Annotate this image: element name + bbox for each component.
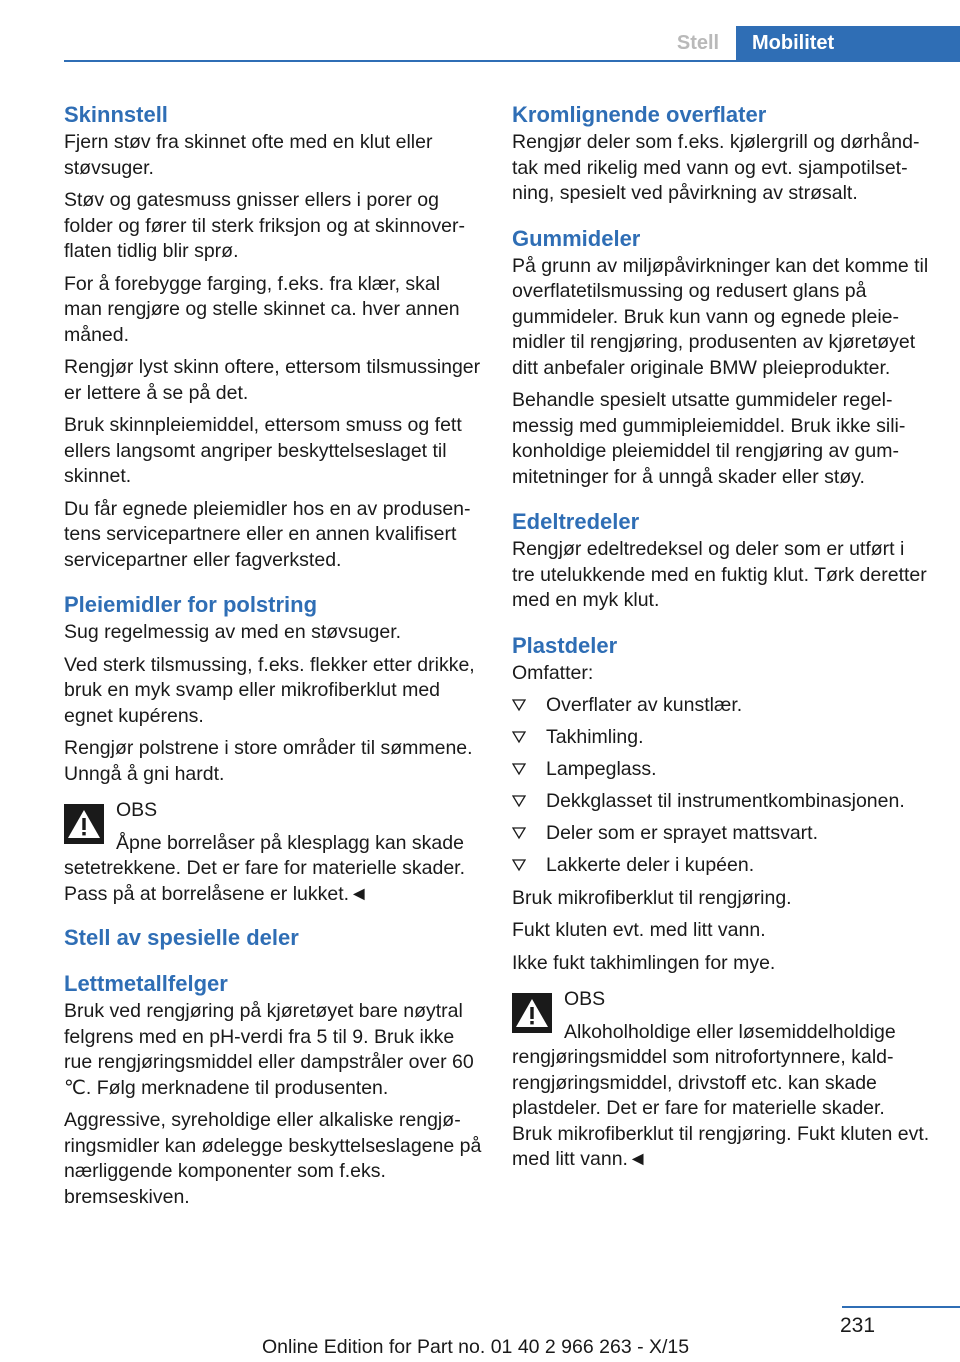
paragraph: Aggressive, syreholdige eller alkaliske rengjøringsmidler kan ødelegge beskyttelseslagene på nærliggende komponenter som f.eks. bremseskiven. bbox=[64, 1109, 482, 1208]
paragraph: Ved sterk tilsmussing, f.eks. flekker etter drikke, bruk en myk svamp eller mikrofiberklut med egnet kupérens. bbox=[64, 653, 475, 727]
heading-skinnstell: Skinnstell bbox=[64, 102, 168, 127]
triangle-bullet-icon bbox=[512, 858, 526, 872]
page-number: 231 bbox=[840, 1314, 876, 1337]
list-item-text: Deler som er sprayet mattsvart. bbox=[546, 822, 818, 844]
paragraph: Støv og gatesmuss gnisser ellers i porer og folder og fører til sterk friksjon og at skinnoverflaten tidlig blir sprø. bbox=[64, 189, 465, 262]
paragraph: Behandle spesielt utsatte gummideler regelmessig med gummipleiemiddel. Bruk ikke silikonholdige pleiemiddel til rengjøring av gummitetninger for å unngå skader eller støy. bbox=[512, 389, 906, 488]
list-item bbox=[512, 757, 930, 783]
warning-title: OBS bbox=[116, 799, 158, 821]
paragraph: For å forebygge farging, f.eks. fra klær, skal man rengjøre og stelle skinnet ca. hver annen måned. bbox=[64, 272, 460, 346]
warning-triangle-icon bbox=[64, 804, 104, 844]
warning-text bbox=[64, 831, 482, 908]
paragraph: Ikke fukt takhimlingen for mye. bbox=[512, 951, 776, 974]
triangle-bullet-icon bbox=[512, 730, 526, 744]
warning-text-rest: setetrekkene. Det er fare for materielle skader. Pass på at borrelåsene er lukket.◄ bbox=[64, 857, 466, 905]
list-intro: Omfatter: bbox=[512, 661, 594, 684]
list-item-text: Dekkglasset til instrumentkombinasjonen. bbox=[546, 790, 905, 812]
warning-text-first: Åpne borrelåser på klesplagg kan skade bbox=[116, 831, 464, 854]
paragraph: Rengjør deler som f.eks. kjølergrill og dørhåndtak med rikelig med vann og evt. sjampotilsetning, spesielt ved påvirkning av strøsalt. bbox=[512, 131, 920, 204]
heading-pleiemidler: Pleiemidler for polstring bbox=[64, 592, 318, 617]
list-item-text: Overflater av kunstlær. bbox=[546, 694, 743, 716]
paragraph: Sug regelmessig av med en støvsuger. bbox=[64, 621, 402, 643]
tab-mobilitet[interactable]: Mobilitet bbox=[736, 26, 960, 60]
list-item bbox=[512, 821, 930, 847]
heading-plastdeler: Plastdeler bbox=[512, 632, 618, 658]
edition-text: Online Edition for Part no. 01 40 2 966 263 - X/15 bbox=[262, 1336, 690, 1358]
paragraph: Fukt kluten evt. med litt vann. bbox=[512, 919, 766, 941]
warning-text-first: Alkoholholdige eller løsemiddelholdige bbox=[564, 1020, 896, 1043]
list-item bbox=[512, 789, 930, 815]
warning-box bbox=[64, 794, 482, 907]
triangle-bullet-icon bbox=[512, 698, 526, 712]
heading-gummideler: Gummideler bbox=[512, 225, 641, 251]
heading-lettmetallfelger: Lettmetallfelger bbox=[64, 971, 228, 996]
left-column bbox=[64, 100, 482, 1217]
paragraph: Bruk mikrofiberklut til rengjøring. bbox=[512, 886, 792, 909]
paragraph: Rengjør lyst skinn oftere, ettersom tilsmussinger er lettere å se på det. bbox=[64, 356, 481, 404]
right-column bbox=[512, 100, 930, 1173]
warning-title: OBS bbox=[564, 988, 606, 1010]
paragraph: Du får egnede pleiemidler hos en av produsentens servicepartnere eller en annen kvalifisert servicepartner eller fagverksted. bbox=[64, 497, 471, 571]
heading-edeltredeler: Edeltredeler bbox=[512, 509, 640, 534]
warning-triangle-icon bbox=[512, 993, 552, 1033]
footer-rule bbox=[842, 1306, 960, 1308]
warning-text bbox=[512, 1020, 930, 1173]
list-item bbox=[512, 853, 930, 879]
paragraph: Fjern støv fra skinnet ofte med en klut eller støvsuger. bbox=[64, 131, 433, 179]
tab-stell[interactable]: Stell bbox=[676, 32, 720, 54]
triangle-bullet-icon bbox=[512, 794, 526, 808]
bullet-list bbox=[512, 693, 930, 879]
warning-box bbox=[512, 983, 930, 1173]
paragraph: Bruk ved rengjøring på kjøretøyet bare nøytral felgrens med en pH-verdi fra 5 til 9. Bruk ikke rue rengjøringsmiddel eller dampstråler over 60 ℃. Følg merknadene til produsenten. bbox=[64, 1000, 474, 1099]
triangle-bullet-icon bbox=[512, 762, 526, 776]
list-item-text: Lakkerte deler i kupéen. bbox=[546, 854, 755, 876]
heading-spesielle-deler: Stell av spesielle deler bbox=[64, 925, 299, 950]
paragraph: Bruk skinnpleiemiddel, ettersom smuss og fett ellers langsomt angriper beskyttelseslaget til skinnet. bbox=[64, 414, 462, 487]
header-rule bbox=[64, 60, 960, 62]
list-item bbox=[512, 693, 930, 719]
paragraph: Rengjør edeltredeksel og deler som er utført i tre utelukkende med en fuktig klut. Tørk deretter med en myk klut. bbox=[512, 538, 927, 611]
warning-text-rest: rengjøringsmiddel som nitrofortynnere, kaldrengjøringsmiddel, drivstoff etc. kan skade plastdeler. Det er fare for materielle skader. Bruk mikrofiberklut til rengjøring. Fukt kluten evt. med litt vann.◄ bbox=[512, 1046, 930, 1170]
heading-kromlignende: Kromlignende overflater bbox=[512, 102, 767, 127]
paragraph: Rengjør polstrene i store områder til sømmene. Unngå å gni hardt. bbox=[64, 737, 473, 785]
list-item bbox=[512, 725, 930, 751]
triangle-bullet-icon bbox=[512, 826, 526, 840]
paragraph: På grunn av miljøpåvirkninger kan det komme til overflatetilsmussing og redusert glans på gummideler. Bruk kun vann og egnede pleiemidler til rengjøring, produsenten av kjøretøyet ditt anbefaler originale BMW pleieprodukter. bbox=[512, 254, 929, 379]
list-item-text: Lampeglass. bbox=[546, 758, 657, 780]
list-item-text: Takhimling. bbox=[546, 726, 644, 748]
